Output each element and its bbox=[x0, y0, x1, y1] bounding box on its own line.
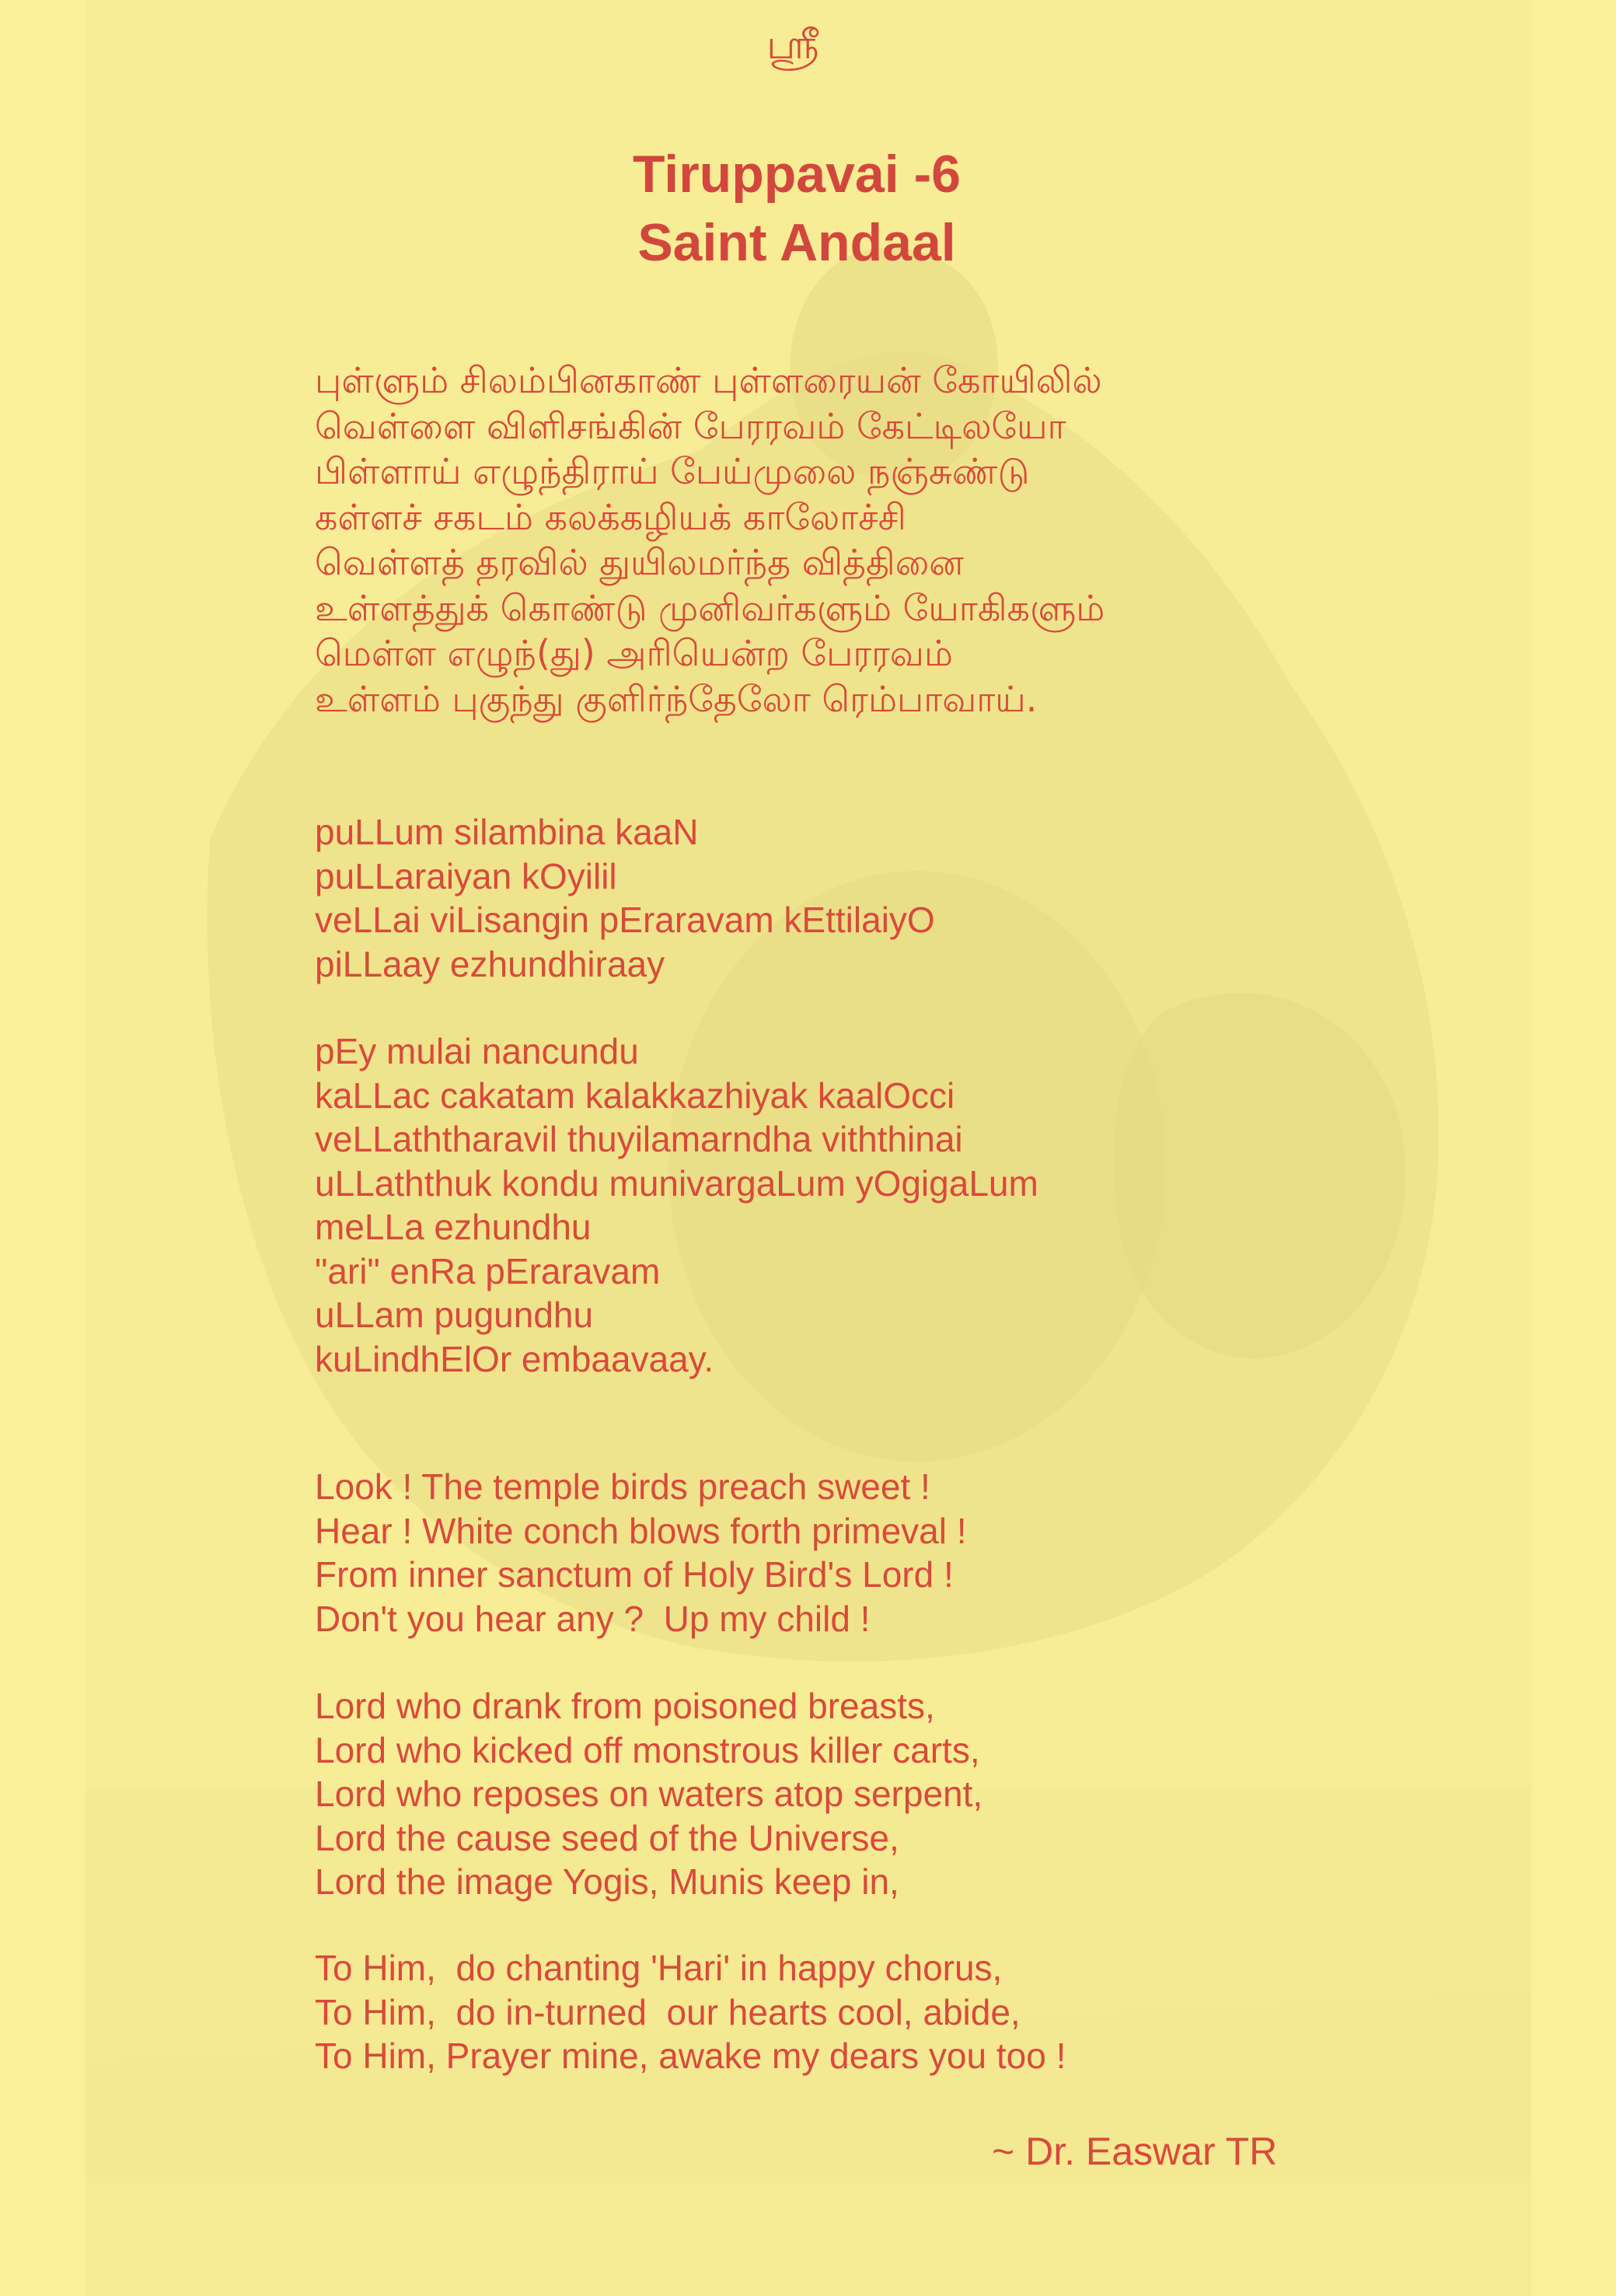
verse-line: Lord who kicked off monstrous killer carts, bbox=[315, 1729, 980, 1770]
verse-line: veLLaththaravil thuyilamarndha viththinai bbox=[315, 1119, 963, 1159]
verse-line: பிள்ளாய் எழுந்திராய் பேய்முலை நஞ்சுண்டு bbox=[315, 450, 1030, 492]
verse-line: piLLaay ezhundhiraay bbox=[315, 943, 665, 984]
verse-line: puLLum silambina kaaN bbox=[315, 812, 699, 852]
verse-line: Lord the cause seed of the Universe, bbox=[315, 1817, 899, 1858]
verse-line: Hear ! White conch blows forth primeval ! bbox=[315, 1510, 967, 1551]
verse-line: uLLaththuk kondu munivargaLum yOgigaLum bbox=[315, 1162, 1038, 1204]
verse-line: kuLindhElOr embaavaay. bbox=[315, 1338, 714, 1379]
verse-line: veLLai viLisangin pEraravam kEttilaiyO bbox=[315, 900, 935, 940]
verse-line: புள்ளும் சிலம்பினகாண் புள்ளரையன் கோயிலில் bbox=[315, 359, 1102, 401]
verse-line: மெள்ள எழுந்(து) அரியென்ற பேரரவம் bbox=[315, 632, 953, 674]
page-title bbox=[0, 140, 1593, 277]
translation-part-1 bbox=[315, 1465, 1527, 1641]
invocation-symbol: ஶ்ரீ bbox=[766, 22, 819, 68]
verse-line: To Him, do in-turned our hearts cool, abide, bbox=[315, 1991, 1021, 2032]
verse-line: Lord who drank from poisoned breasts, bbox=[315, 1686, 935, 1726]
translation-part-2 bbox=[315, 1684, 1527, 1904]
verse-line: வெள்ளை விளிசங்கின் பேரரவம் கேட்டிலயோ bbox=[315, 404, 1066, 447]
verse-line: meLLa ezhundhu bbox=[315, 1207, 592, 1247]
verse-line: Lord the image Yogis, Munis keep in, bbox=[315, 1861, 899, 1902]
title-line-1: Tiruppavai -6 bbox=[633, 145, 961, 204]
verse-line: உள்ளம் புகுந்து குளிர்ந்தேலோ ரெம்பாவாய். bbox=[315, 677, 1038, 720]
verse-line: வெள்ளத் தரவில் துயிலமர்ந்த வித்தினை bbox=[315, 541, 964, 583]
transliteration-part-1 bbox=[315, 810, 1527, 986]
verse-line: puLLaraiyan kOyilil bbox=[315, 855, 617, 896]
verse-line: "ari" enRa pEraravam bbox=[315, 1250, 661, 1291]
translation-part-3 bbox=[315, 1946, 1527, 2078]
transliteration-part-2 bbox=[315, 1029, 1527, 1381]
verse-line: uLLam pugundhu bbox=[315, 1295, 594, 1335]
verse-line: கள்ளச் சகடம் கலக்கழியக் காலோச்சி bbox=[315, 495, 906, 538]
title-line-2: Saint Andaal bbox=[637, 213, 956, 272]
verse-line: From inner sanctum of Holy Bird's Lord ! bbox=[315, 1554, 954, 1595]
verse-line: Look ! The temple birds preach sweet ! bbox=[315, 1466, 930, 1507]
verse-line: Lord who reposes on waters atop serpent, bbox=[315, 1774, 983, 1814]
author-signature: ~ Dr. Easwar TR bbox=[992, 2130, 1278, 2173]
verse-line: உள்ளத்துக் கொண்டு முனிவர்களும் யோகிகளும் bbox=[315, 586, 1105, 629]
verse-line: kaLLac cakatam kalakkazhiyak kaalOcci bbox=[315, 1075, 955, 1116]
verse-line: To Him, do chanting 'Hari' in happy chorus, bbox=[315, 1948, 1003, 1988]
verse-line: Don't you hear any ? Up my child ! bbox=[315, 1598, 871, 1639]
verse-line: pEy mulai nancundu bbox=[315, 1031, 639, 1071]
verse-line: To Him, Prayer mine, awake my dears you too ! bbox=[315, 2036, 1066, 2076]
tamil-verse bbox=[315, 358, 1527, 722]
